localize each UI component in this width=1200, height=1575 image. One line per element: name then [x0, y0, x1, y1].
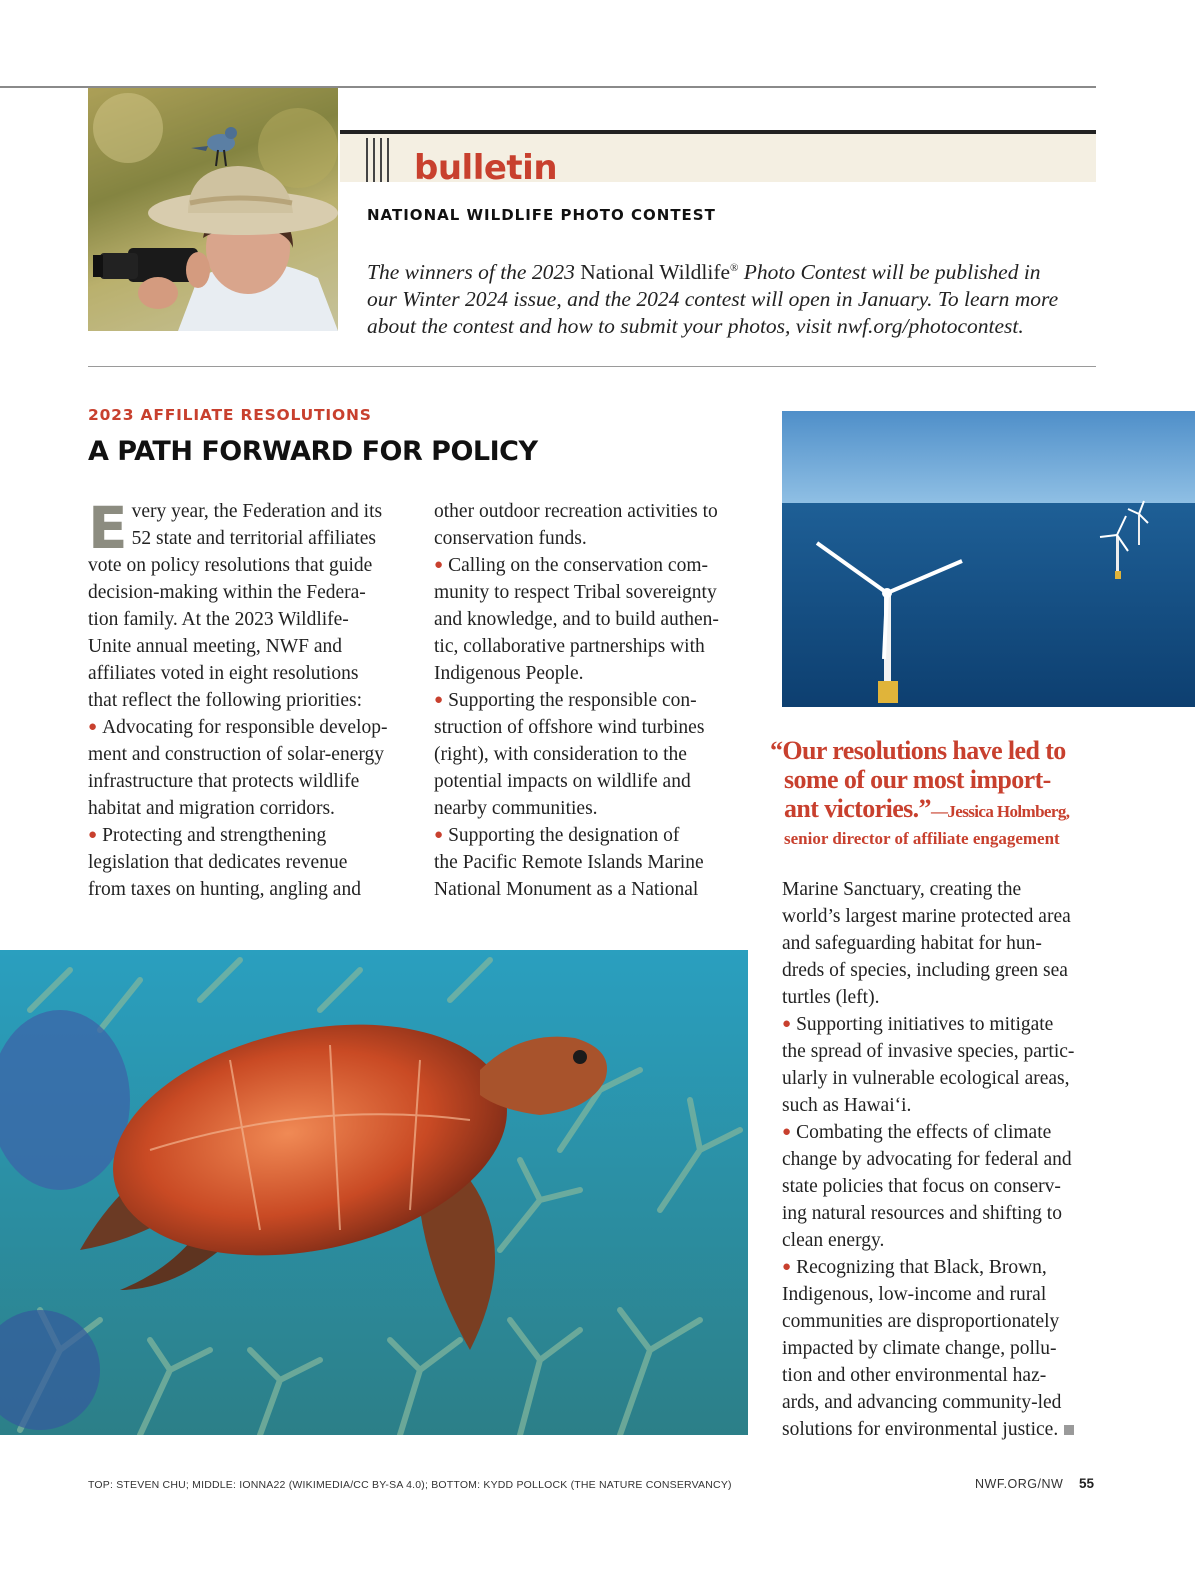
col1-line: tion family. At the 2023 Wildlife-	[88, 609, 349, 630]
col1-line: very year, the Federation and its	[131, 501, 383, 522]
footer-site-link[interactable]: NWF.ORG/NW	[975, 1477, 1064, 1491]
col1-line: Advocating for responsible develop-	[102, 717, 388, 738]
section-divider	[88, 366, 1096, 367]
end-mark-icon	[1064, 1425, 1074, 1435]
col3-line: and safeguarding habitat for hun-	[782, 933, 1042, 954]
col3-line: Recognizing that Black, Brown,	[796, 1257, 1047, 1278]
contest-text-part1: The winners of the 2023	[367, 260, 581, 285]
col2-line: (right), with consideration to the	[434, 744, 687, 765]
article-column-3	[782, 876, 1102, 1443]
col3-line: Indigenous, low-income and rural	[782, 1284, 1047, 1305]
col3-line: Marine Sanctuary, creating the	[782, 879, 1022, 900]
col3-line: the spread of invasive species, partic-	[782, 1041, 1075, 1062]
col1-line: ment and construction of solar-energy	[88, 744, 384, 765]
col2-line: potential impacts on wildlife and	[434, 771, 691, 792]
col3-line: impacted by climate change, pollu-	[782, 1338, 1057, 1359]
sea-turtle-photo	[0, 950, 748, 1435]
contest-brand: National Wildlife	[580, 260, 731, 285]
offshore-wind-photo	[782, 411, 1195, 707]
bullet-icon: ●	[434, 692, 444, 708]
col3-line: clean energy.	[782, 1230, 885, 1251]
contest-heading: NATIONAL WILDLIFE PHOTO CONTEST	[367, 206, 716, 224]
col3-line: ards, and advancing community-led	[782, 1392, 1062, 1413]
pull-quote	[770, 736, 1100, 849]
photographer-photo	[88, 88, 338, 331]
contest-text-part2: Photo Contest will be published in	[738, 260, 1041, 285]
bullet-icon: ●	[88, 827, 98, 843]
article-column-1	[88, 494, 408, 903]
photo-credits: TOP: STEVEN CHU; MIDDLE: IONNA22 (WIKIMEDIA/CC BY-SA 4.0); BOTTOM: KYDD POLLOCK (THE NATURE CONSERVANCY)	[88, 1479, 732, 1491]
article-column-2	[434, 498, 754, 903]
col1-line: habitat and migration corridors.	[88, 798, 335, 819]
col3-line: tion and other environmental haz-	[782, 1365, 1047, 1386]
col3-line: state policies that focus on conserv-	[782, 1176, 1061, 1197]
col3-line: world’s largest marine protected area	[782, 906, 1071, 927]
pull-quote-attribution: —Jessica Holmberg,	[930, 802, 1070, 821]
col1-line: 52 state and territorial affiliates	[131, 528, 377, 549]
col3-line: communities are disproportionately	[782, 1311, 1060, 1332]
article-kicker: 2023 AFFILIATE RESOLUTIONS	[88, 406, 372, 424]
col2-line: other outdoor recreation activities to	[434, 501, 718, 522]
col3-line: solutions for environmental justice.	[782, 1419, 1059, 1440]
contest-text	[367, 255, 1092, 340]
contest-text-line2: our Winter 2024 issue, and the 2024 contest will open in January. To learn more	[367, 287, 1059, 312]
col3-line: such as Hawai‘i.	[782, 1095, 912, 1116]
col3-line: ularly in vulnerable ecological areas,	[782, 1068, 1070, 1089]
col2-line: Supporting the responsible con-	[448, 690, 697, 711]
col2-line: tic, collaborative partnerships with	[434, 636, 705, 657]
col2-line: National Monument as a National	[434, 879, 699, 900]
bullet-icon: ●	[782, 1124, 792, 1140]
photographer-illustration	[88, 88, 338, 331]
bullet-icon: ●	[434, 557, 444, 573]
article-headline: A PATH FORWARD FOR POLICY	[88, 436, 538, 467]
col3-line: turtles (left).	[782, 987, 880, 1008]
page-number: 55	[1079, 1476, 1095, 1491]
col1-line: Unite annual meeting, NWF and	[88, 636, 342, 657]
col3-line: ing natural resources and shifting to	[782, 1203, 1062, 1224]
pull-quote-text	[770, 736, 1100, 826]
bullet-icon: ●	[782, 1016, 792, 1032]
section-title: bulletin	[414, 148, 558, 188]
col1-line: from taxes on hunting, angling and	[88, 879, 361, 900]
wind-turbine-illustration	[782, 411, 1195, 707]
col1-line: infrastructure that protects wildlife	[88, 771, 360, 792]
band-bar	[380, 138, 382, 182]
contest-text-line3: about the contest and how to submit your photos, visit nwf.org/photocontest.	[367, 314, 1024, 339]
col3-line: Combating the effects of climate	[796, 1122, 1052, 1143]
col1-line: decision-making within the Federa-	[88, 582, 366, 603]
col1-line: affiliates voted in eight resolutions	[88, 663, 359, 684]
col2-line: Calling on the conservation com-	[448, 555, 708, 576]
band-bar	[366, 138, 368, 182]
bullet-icon: ●	[782, 1259, 792, 1275]
bullet-icon: ●	[434, 827, 444, 843]
col2-line: Supporting the designation of	[448, 825, 680, 846]
bullet-icon: ●	[88, 719, 98, 735]
pull-quote-line: some of our most import-	[784, 765, 1051, 794]
drop-cap: E	[88, 494, 128, 562]
col1-line: that reflect the following priorities:	[88, 690, 362, 711]
col2-line: conservation funds.	[434, 528, 587, 549]
col2-line: and knowledge, and to build authen-	[434, 609, 719, 630]
registered-mark: ®	[730, 262, 739, 274]
pull-quote-role: senior director of affiliate engagement	[784, 829, 1060, 848]
col2-line: munity to respect Tribal sovereignty	[434, 582, 717, 603]
sea-turtle-illustration	[0, 950, 748, 1435]
col2-line: nearby communities.	[434, 798, 598, 819]
col1-line: Protecting and strengthening	[102, 825, 327, 846]
col3-line: dreds of species, including green sea	[782, 960, 1068, 981]
pull-quote-line: ant victories.”	[784, 794, 931, 823]
band-bar	[387, 138, 389, 182]
col2-line: Indigenous People.	[434, 663, 584, 684]
pull-quote-line: “Our resolutions have led to	[770, 736, 1066, 765]
band-bar	[373, 138, 375, 182]
col2-line: struction of offshore wind turbines	[434, 717, 705, 738]
col1-line: legislation that dedicates revenue	[88, 852, 348, 873]
col3-line: change by advocating for federal and	[782, 1149, 1072, 1170]
col2-line: the Pacific Remote Islands Marine	[434, 852, 704, 873]
col1-line: vote on policy resolutions that guide	[88, 555, 373, 576]
col3-line: Supporting initiatives to mitigate	[796, 1014, 1054, 1035]
